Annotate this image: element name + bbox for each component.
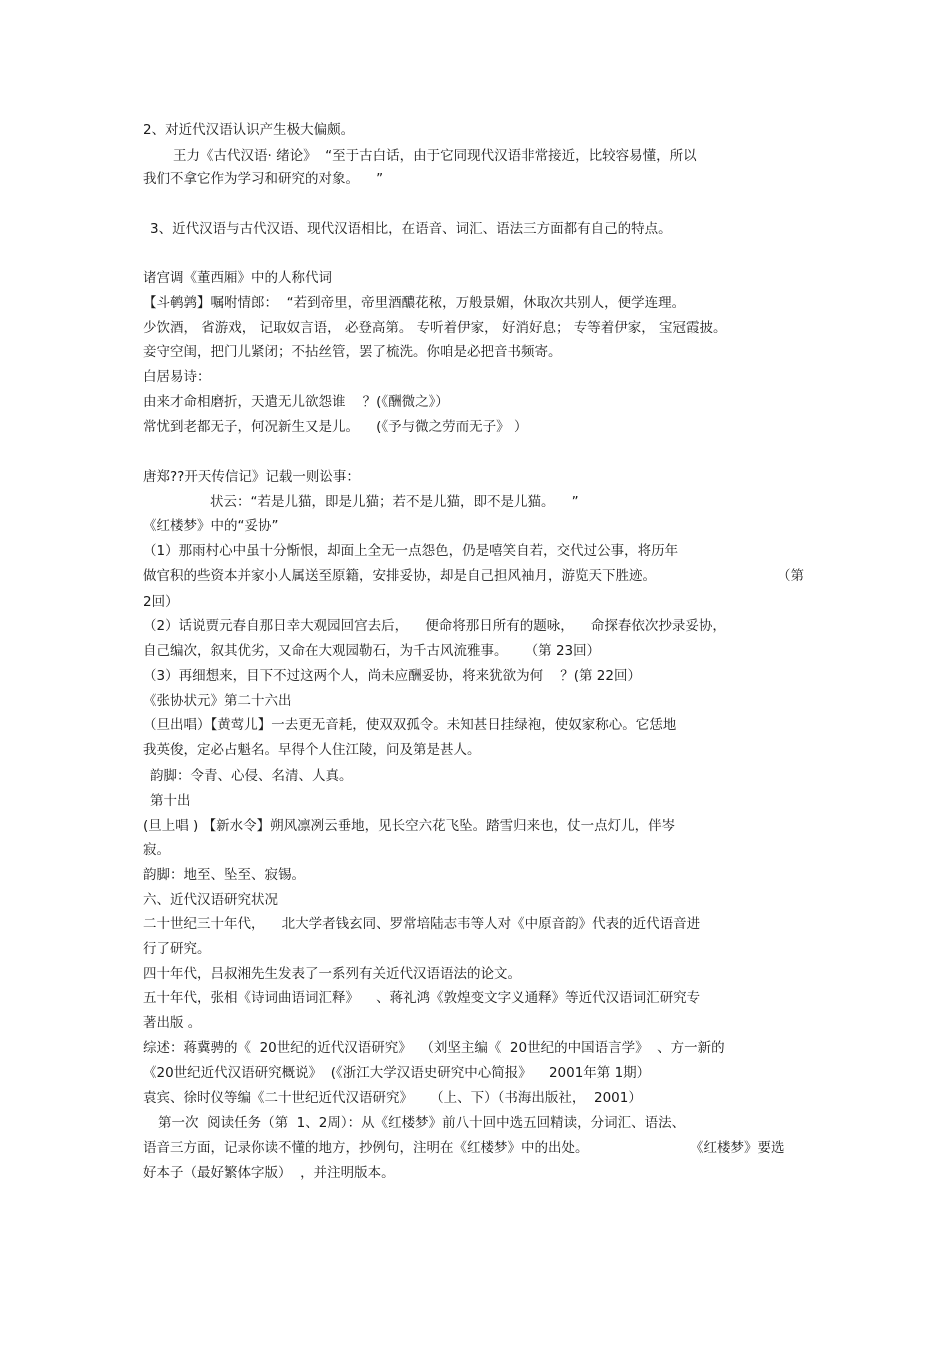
- text-line: 韵脚：令青、心侵、名清、人真。: [150, 768, 353, 784]
- text-line: 综述：蒋冀骋的《 20世纪的近代汉语研究》 （刘坚主编《 20世纪的中国语言学》 、方一新的: [143, 1040, 725, 1056]
- text-line: 韵脚：地至、坠至、寂锡。: [143, 867, 305, 883]
- text-line: 3、近代汉语与古代汉语、现代汉语相比，在语音、词汇、语法三方面都有自己的特点。: [150, 221, 672, 237]
- text-line: 我英俊，定必占魁名。早得个人住江陵，问及第是甚人。: [143, 742, 481, 758]
- text-line: 《张协状元》第二十六出: [143, 693, 292, 709]
- text-line: 【斗鹌鹑】嘱咐情郎： “若到帝里，帝里酒醲花秾，万般景媚，休取次共别人，便学连理。: [143, 295, 686, 311]
- text-line: （第: [777, 568, 804, 584]
- text-line: 2、对近代汉语认识产生极大偏颇。: [143, 122, 355, 138]
- text-line: 唐郑??开天传信记》记载一则讼事：: [143, 469, 360, 485]
- text-line: 六、近代汉语研究状况: [143, 892, 278, 908]
- text-line: 做官积的些资本并家小人属送至原籍，安排妥协，却是自己担风袖月，游览天下胜迹。: [143, 568, 656, 584]
- text-line: 五十年代，张相《诗词曲语词汇释》 、蒋礼鸿《敦煌变文字义通释》等近代汉语词汇研究专: [143, 990, 701, 1006]
- text-line: 我们不拿它作为学习和研究的对象。 ”: [143, 171, 384, 187]
- text-line: 状云：“若是儿猫，即是儿猫；若不是儿猫，即不是儿猫。 ”: [210, 494, 579, 510]
- text-line: （2）话说贾元春自那日幸大观园回宫去后， 便命将那日所有的题咏， 命探春依次抄录妥协，: [143, 618, 726, 634]
- text-line: （3）再细想来，目下不过这两个人，尚未应酬妥协，将来犹欲为何 ？(第 22回）: [143, 668, 641, 684]
- text-line: 第一次 阅读任务（第 1、2周）：从《红楼梦》前八十回中选五回精读，分词汇、语法、: [158, 1115, 686, 1131]
- text-line: 《20世纪近代汉语研究概说》 (《浙江大学汉语史研究中心简报》 2001年第 1期）: [143, 1065, 651, 1081]
- text-line: 常忧到老都无子，何况新生又是儿。 (《予与微之劳而无子》 ）: [143, 419, 528, 435]
- text-line: 诸宫调《董西厢》中的人称代词: [143, 270, 332, 286]
- text-line: 著出版 。: [143, 1015, 202, 1031]
- text-line: 王力《古代汉语· 绪论》 “至于古白话，由于它同现代汉语非常接近，比较容易懂，所以: [173, 148, 697, 164]
- text-line: （旦出唱）【黄莺儿】一去更无音耗，使双双孤令。未知甚日挂绿袍，使奴家称心。它恁地: [143, 717, 677, 733]
- text-line: 行了研究。: [143, 941, 211, 957]
- text-line: 2回）: [143, 594, 179, 610]
- text-line: （1）那雨村心中虽十分惭恨，却面上全无一点怨色，仍是嘻笑自若，交代过公事，将历年: [143, 543, 679, 559]
- text-line: (旦上唱 ) 【新水令】朔风凛冽云垂地，见长空六花飞坠。踏雪归来也，仗一点灯儿，伴岑: [143, 818, 676, 834]
- text-line: 四十年代，吕叔湘先生发表了一系列有关近代汉语语法的论文。: [143, 966, 521, 982]
- text-line: 白居易诗：: [143, 369, 211, 385]
- text-line: 《红楼梦》要选: [690, 1140, 785, 1156]
- text-line: 自己编次，叙其优劣，又命在大观园勒石，为千古风流雅事。 （第 23回）: [143, 643, 601, 659]
- text-line: 妾守空闺，把门儿紧闭；不拈丝管，罢了梳洗。你咱是必把音书频寄。: [143, 344, 562, 360]
- text-line: 由来才命相磨折，天遣无儿欲怨谁 ？(《酬微之》）: [143, 394, 449, 410]
- text-line: 袁宾、徐时仪等编《二十世纪近代汉语研究》 （上、下）（书海出版社， 2001）: [143, 1090, 642, 1106]
- text-line: 好本子（最好繁体字版） ，并注明版本。: [143, 1165, 395, 1181]
- text-line: 《红楼梦》中的“妥协”: [143, 518, 279, 534]
- text-line: 二十世纪三十年代， 北大学者钱玄同、罗常培陆志韦等人对《中原音韵》代表的近代语音进: [143, 916, 701, 932]
- text-line: 第十出: [150, 793, 191, 809]
- text-line: 寂。: [143, 842, 170, 858]
- text-line: 语音三方面，记录你读不懂的地方，抄例句，注明在《红楼梦》中的出处。: [143, 1140, 589, 1156]
- text-line: 少饮酒， 省游戏， 记取奴言语， 必登高第。 专听着伊家， 好消好息； 专等着伊家， 宝冠霞披。: [143, 320, 727, 336]
